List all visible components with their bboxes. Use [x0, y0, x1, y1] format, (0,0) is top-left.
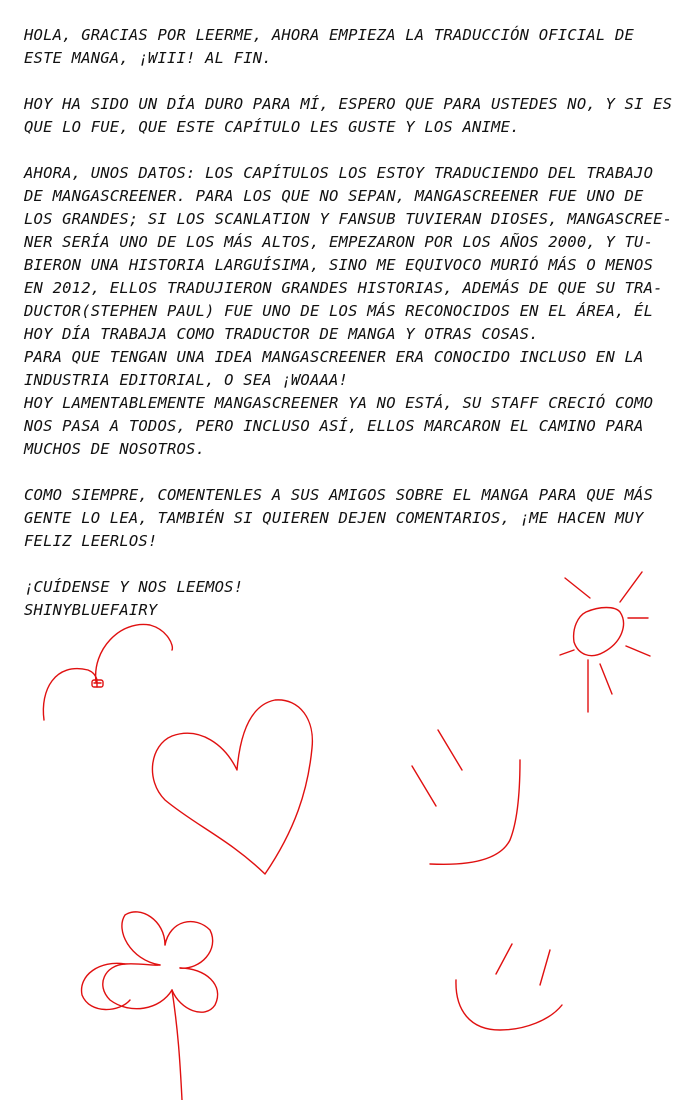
text-line: AHORA, UNOS DATOS: LOS CAPÍTULOS LOS ESTOY TRADUCIENDO DEL TRABAJO — [24, 164, 654, 182]
text-line: ESTE MANGA, ¡WIII! AL FIN. — [24, 49, 272, 67]
text-line: DUCTOR(STEPHEN PAUL) FUE UNO DE LOS MÁS RECONOCIDOS EN EL ÁREA, ÉL — [24, 302, 654, 320]
text-line: LOS GRANDES; SI LOS SCANLATION Y FANSUB TUVIERAN DIOSES, MANGASCREE- — [24, 210, 673, 228]
sun-doodle — [560, 572, 650, 712]
text-line: BIERON UNA HISTORIA LARGUÍSIMA, SINO ME EQUIVOCO MURIÓ MÁS O MENOS — [24, 256, 654, 274]
text-line: FELIZ LEERLOS! — [24, 532, 158, 550]
text-line: HOY DÍA TRABAJA COMO TRADUCTOR DE MANGA Y OTRAS COSAS. — [24, 325, 539, 343]
text-line: HOLA, GRACIAS POR LEERME, AHORA EMPIEZA LA TRADUCCIÓN OFICIAL DE — [24, 26, 635, 44]
heart-doodle — [152, 700, 312, 874]
text-line: DE MANGASCREENER. PARA LOS QUE NO SEPAN, MANGASCREENER FUE UNO DE — [24, 187, 644, 205]
text-line: NER SERÍA UNO DE LOS MÁS ALTOS, EMPEZARON POR LOS AÑOS 2000, Y TU- — [24, 233, 654, 251]
flower-doodle — [82, 912, 218, 1100]
ladybug-doodle — [43, 624, 172, 720]
small-smile-doodle — [456, 944, 562, 1030]
text-line: GENTE LO LEA, TAMBIÉN SI QUIEREN DEJEN COMENTARIOS, ¡ME HACEN MUY — [24, 509, 644, 527]
signature: SHINYBLUEFAIRY — [24, 601, 158, 619]
text-line: INDUSTRIA EDITORIAL, O SEA ¡WOAAA! — [24, 371, 349, 389]
text-line: QUE LO FUE, QUE ESTE CAPÍTULO LES GUSTE Y LOS ANIME. — [24, 118, 520, 136]
smile-doodle — [412, 730, 520, 864]
text-line: COMO SIEMPRE, COMENTENLES A SUS AMIGOS SOBRE EL MANGA PARA QUE MÁS — [24, 486, 654, 504]
text-line: EN 2012, ELLOS TRADUJIERON GRANDES HISTORIAS, ADEMÁS DE QUE SU TRA- — [24, 279, 663, 297]
text-line: HOY LAMENTABLEMENTE MANGASCREENER YA NO ESTÁ, SU STAFF CRECIÓ COMO — [24, 394, 654, 412]
text-line: HOY HA SIDO UN DÍA DURO PARA MÍ, ESPERO QUE PARA USTEDES NO, Y SI ES — [24, 95, 673, 113]
text-line: PARA QUE TENGAN UNA IDEA MANGASCREENER ERA CONOCIDO INCLUSO EN LA — [24, 348, 644, 366]
text-line: NOS PASA A TODOS, PERO INCLUSO ASÍ, ELLOS MARCARON EL CAMINO PARA — [24, 417, 644, 435]
sign-off: ¡CUÍDENSE Y NOS LEEMOS! — [24, 578, 244, 596]
text-line: MUCHOS DE NOSOTROS. — [24, 440, 206, 458]
